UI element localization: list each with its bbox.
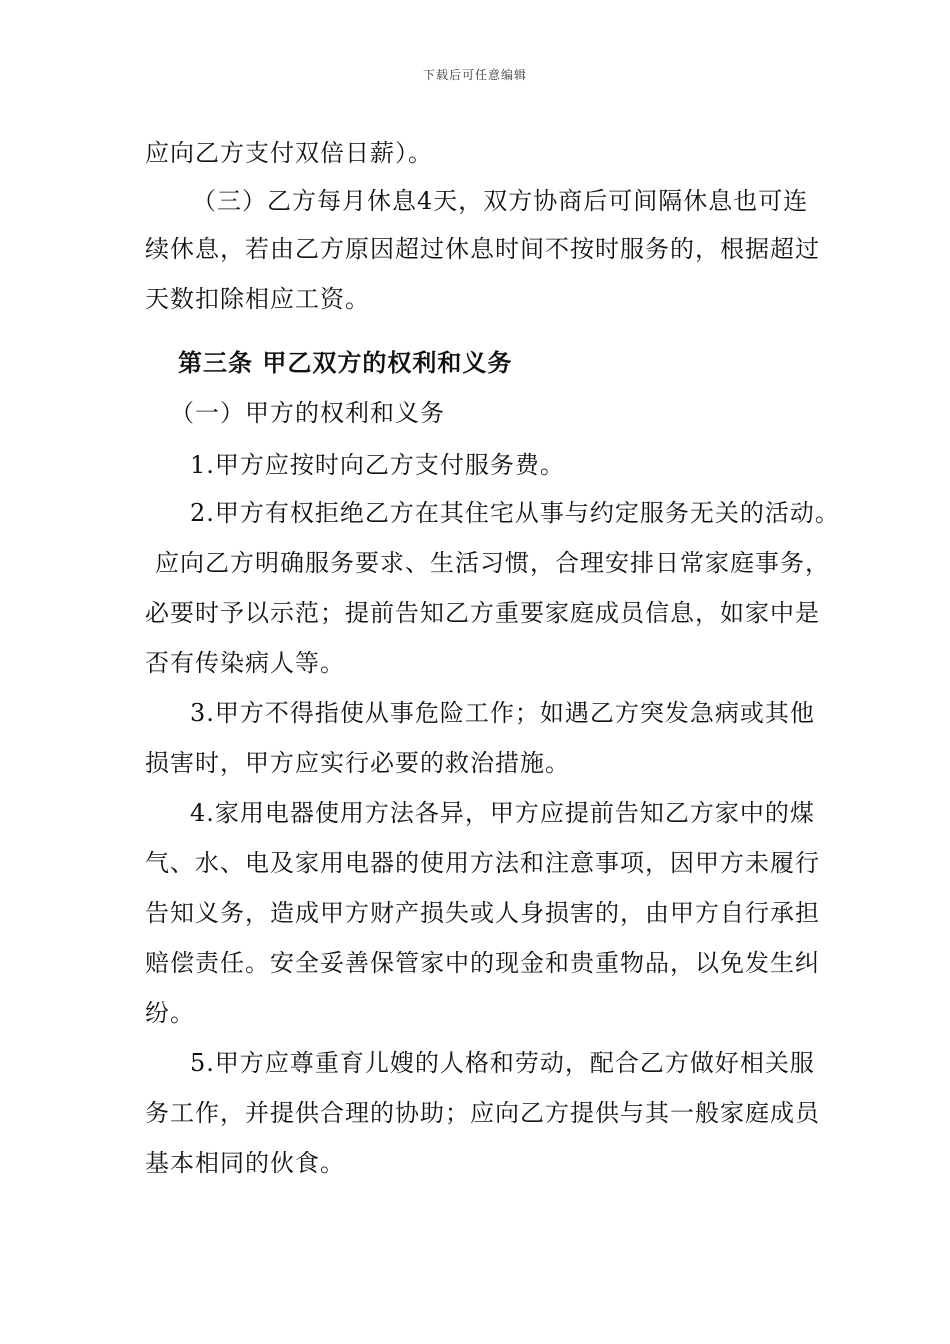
section-heading: 第三条 甲乙双方的权利和义务 <box>178 349 513 377</box>
paragraph-line: 2.甲方有权拒绝乙方在其住宅从事与约定服务无关的活动。 <box>190 499 840 527</box>
paragraph-line: 务工作，并提供合理的协助；应向乙方提供与其一般家庭成员 <box>145 1099 820 1127</box>
page-header: 下载后可任意编辑 <box>422 68 527 82</box>
paragraph-line: 否有传染病人等。 <box>145 649 345 677</box>
paragraph-line: （三）乙方每月休息4天，双方协商后可间隔休息也可连 <box>192 187 809 215</box>
paragraph-line: 4.家用电器使用方法各异，甲方应提前告知乙方家中的煤 <box>190 799 815 827</box>
paragraph-line: 5.甲方应尊重育儿嫂的人格和劳动，配合乙方做好相关服 <box>190 1049 815 1077</box>
paragraph-line: 续休息，若由乙方原因超过休息时间不按时服务的，根据超过 <box>145 235 820 263</box>
paragraph-line: 1.甲方应按时向乙方支付服务费。 <box>190 451 565 479</box>
paragraph-line: 3.甲方不得指使从事危险工作；如遇乙方突发急病或其他 <box>190 699 815 727</box>
paragraph-line: 赔偿责任。安全妥善保管家中的现金和贵重物品，以免发生纠 <box>145 949 820 977</box>
subsection-heading: （一）甲方的权利和义务 <box>170 399 445 427</box>
paragraph-line: 纷。 <box>145 999 195 1027</box>
paragraph-line: 应向乙方支付双倍日薪）。 <box>145 139 433 167</box>
paragraph-line: 损害时，甲方应实行必要的救治措施。 <box>145 749 570 777</box>
paragraph-line: 告知义务，造成甲方财产损失或人身损害的，由甲方自行承担 <box>145 899 820 927</box>
paragraph-line: 基本相同的伙食。 <box>145 1149 345 1177</box>
paragraph-line: 天数扣除相应工资。 <box>145 285 370 313</box>
paragraph-line: 必要时予以示范；提前告知乙方重要家庭成员信息，如家中是 <box>145 599 820 627</box>
paragraph-line: 气、水、电及家用电器的使用方法和注意事项，因甲方未履行 <box>145 849 820 877</box>
paragraph-line: 应向乙方明确服务要求、生活习惯，合理安排日常家庭事务， <box>155 549 830 577</box>
